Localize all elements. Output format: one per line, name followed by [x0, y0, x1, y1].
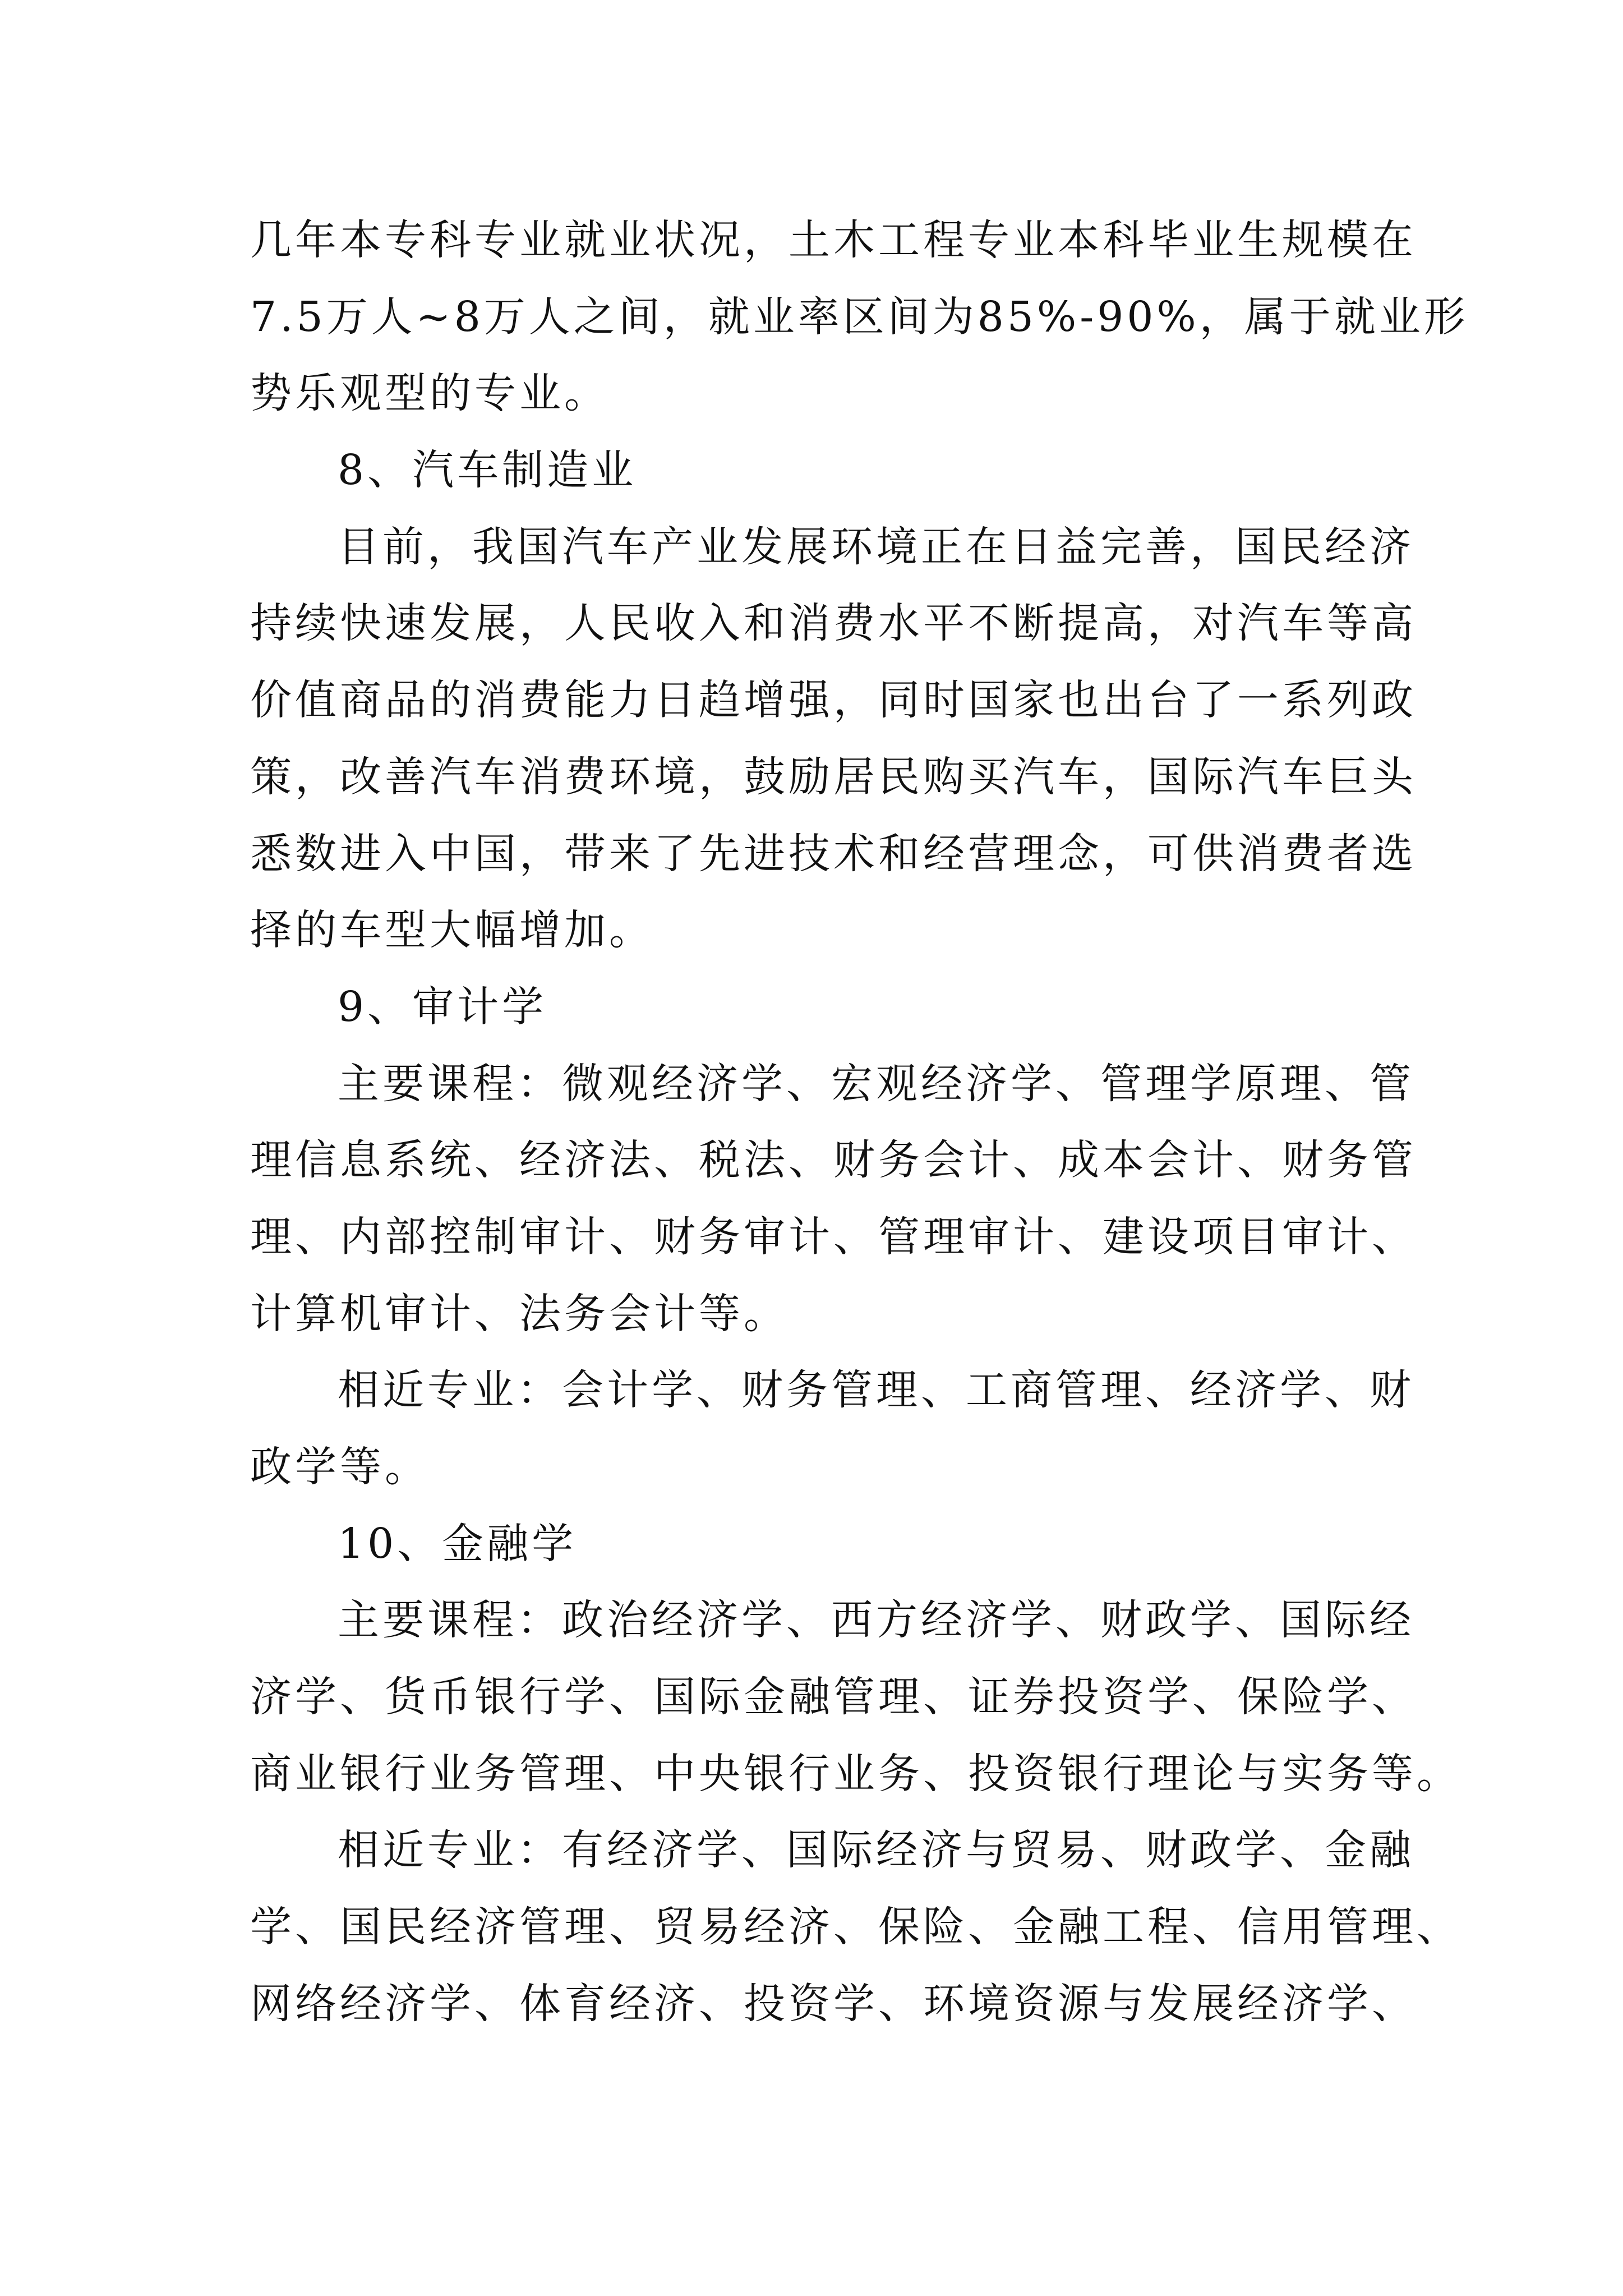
text-line: 几年本专科专业就业状况，土木工程专业本科毕业生规模在: [250, 216, 1417, 264]
text-line: 价值商品的消费能力日趋增强，同时国家也出台了一系列政: [250, 676, 1417, 725]
text-line: 主要课程：政治经济学、西方经济学、财政学、国际经: [338, 1596, 1414, 1645]
text-line: 相近专业：有经济学、国际经济与贸易、财政学、金融: [338, 1826, 1414, 1875]
text-line: 相近专业：会计学、财务管理、工商管理、经济学、财: [338, 1366, 1414, 1415]
text-line: 择的车型大幅增加。: [250, 906, 654, 955]
text-line: 学、国民经济管理、贸易经济、保险、金融工程、信用管理、: [250, 1903, 1461, 1952]
text-line: 策，改善汽车消费环境，鼓励居民购买汽车，国际汽车巨头: [250, 752, 1417, 801]
section-heading-auditing: 9、审计学: [338, 982, 547, 1031]
text-line: 7.5万人~8万人之间，就业率区间为85%-90%，属于就业形: [250, 292, 1469, 341]
text-line: 主要课程：微观经济学、宏观经济学、管理学原理、管: [338, 1059, 1414, 1108]
text-line: 网络经济学、体育经济、投资学、环境资源与发展经济学、: [250, 1979, 1417, 2028]
text-line: 商业银行业务管理、中央银行业务、投资银行理论与实务等。: [250, 1749, 1461, 1798]
text-line: 悉数进入中国，带来了先进技术和经营理念，可供消费者选: [250, 829, 1417, 878]
text-line: 计算机审计、法务会计等。: [250, 1289, 789, 1338]
text-line: 目前，我国汽车产业发展环境正在日益完善，国民经济: [338, 522, 1414, 571]
text-line: 势乐观型的专业。: [250, 369, 609, 418]
section-heading-automotive: 8、汽车制造业: [338, 446, 637, 495]
text-line: 政学等。: [250, 1443, 430, 1491]
document-body: [250, 202, 1469, 2042]
text-line: 持续快速发展，人民收入和消费水平不断提高，对汽车等高: [250, 599, 1417, 648]
text-line: 济学、货币银行学、国际金融管理、证券投资学、保险学、: [250, 1673, 1417, 1722]
text-line: 理信息系统、经济法、税法、财务会计、成本会计、财务管: [250, 1136, 1417, 1185]
text-line: 理、内部控制审计、财务审计、管理审计、建设项目审计、: [250, 1212, 1417, 1261]
section-heading-finance: 10、金融学: [338, 1519, 577, 1568]
